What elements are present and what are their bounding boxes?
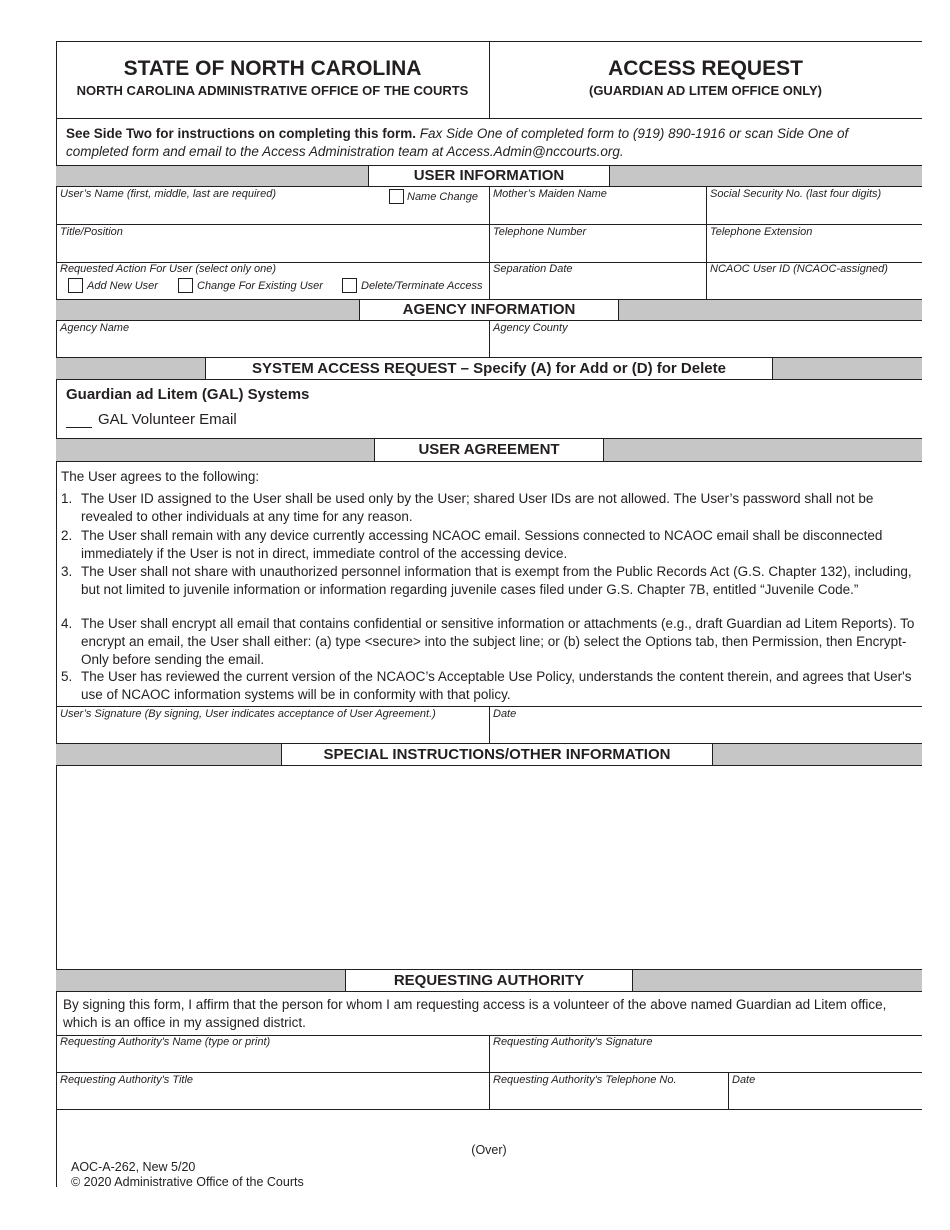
authority-divider [489, 1035, 490, 1109]
agreement-item-number: 3. [61, 564, 73, 579]
agreement-item-number: 2. [61, 528, 73, 543]
add-new-user-checkbox[interactable] [68, 278, 83, 293]
form-title: ACCESS REQUEST [608, 57, 803, 80]
header-left [56, 56, 489, 100]
agreement-item-3 [61, 563, 916, 599]
agreement-title: USER AGREEMENT [374, 439, 604, 461]
agency-name-label: Agency Name [60, 322, 130, 334]
authority-affirmation: By signing this form, I affirm that the person for whom I am requesting access is a volunteer of the above named Guardian ad Litem office, which is an office in my assigned district. [63, 997, 887, 1030]
authority-date-divider [728, 1072, 729, 1109]
state-title: STATE OF NORTH CAROLINA [123, 57, 422, 80]
ncaoc-id-label: NCAOC User ID (NCAOC-assigned) [710, 263, 888, 275]
instructions-bold: See Side Two for instructions on completing this form. [66, 126, 417, 141]
header-right [489, 56, 922, 100]
delete-terminate-checkbox[interactable] [342, 278, 357, 293]
user-signature-label: User’s Signature (By signing, User indicates acceptance of User Agreement.) [60, 708, 436, 720]
agreement-item-text: The User has reviewed the current version of the NCAOC’s Acceptable Use Policy, understands the content therein, and agrees that User's use of NCAOC information systems will be in conformity with that policy. [81, 669, 912, 702]
name-change-checkbox[interactable] [389, 189, 404, 204]
form-subtitle: (GUARDIAN AD LITEM OFFICE ONLY) [588, 83, 823, 98]
signature-divider [489, 706, 490, 743]
agreement-item-text: The User ID assigned to the User shall be used only by the User; shared User IDs are not allowed. The User’s password shall not be revealed to other individuals at any time for any reason. [81, 491, 874, 524]
over-label: (Over) [471, 1143, 507, 1157]
users-name-label: User’s Name (first, middle, last are required) [60, 188, 276, 200]
agreement-item-number: 1. [61, 491, 73, 506]
agreement-item-text: The User shall not share with unauthorized personnel information that is exempt from the Public Records Act (G.S. Chapter 132), including, but not limited to juvenile information or information regarding juvenile cases filed under G.S. Chapter 7B, entitled “Juvenile Code.” [81, 564, 912, 597]
agency-county-label: Agency County [493, 322, 568, 334]
agreement-item-2 [61, 527, 916, 563]
change-existing-user-label: Change For Existing User [197, 280, 323, 292]
agreement-item-4 [61, 615, 916, 669]
authority-title: REQUESTING AUTHORITY [345, 970, 633, 991]
authority-date-label: Date [732, 1074, 756, 1086]
agency-title: AGENCY INFORMATION [359, 300, 619, 320]
authority-signature-label: Requesting Authority's Signature [493, 1036, 653, 1048]
change-existing-user-checkbox[interactable] [178, 278, 193, 293]
user-info-title: USER INFORMATION [368, 166, 610, 186]
agreement-item-text: The User shall remain with any device currently accessing NCAOC email. Sessions connected to NCAOC email shall be disconnected immediately if the User is not in direct, immediate control of the accessing device. [81, 528, 883, 561]
agreement-intro: The User agrees to the following: [61, 469, 260, 484]
system-access-title: SYSTEM ACCESS REQUEST – Specify (A) for Add or (D) for Delete [205, 358, 773, 379]
agreement-item-number: 4. [61, 616, 73, 631]
agreement-item-number: 5. [61, 669, 73, 684]
gal-systems-heading: Guardian ad Litem (GAL) Systems [66, 386, 310, 403]
special-instructions-area[interactable] [57, 766, 921, 969]
office-title: NORTH CAROLINA ADMINISTRATIVE OFFICE OF THE COURTS [76, 83, 469, 98]
agreement-item-5 [61, 668, 916, 704]
gal-volunteer-email-label: GAL Volunteer Email [98, 411, 237, 428]
name-change-label: Name Change [407, 191, 478, 203]
mothers-maiden-label: Mother’s Maiden Name [493, 188, 607, 200]
telephone-label: Telephone Number [493, 226, 587, 238]
agency-divider [489, 320, 490, 357]
authority-title-label: Requesting Authority's Title [60, 1074, 194, 1086]
col-divider-2 [706, 186, 707, 299]
special-title: SPECIAL INSTRUCTIONS/OTHER INFORMATION [281, 744, 713, 765]
add-new-user-label: Add New User [87, 280, 158, 292]
agreement-item-1 [61, 490, 916, 526]
left-border [56, 41, 57, 1187]
title-position-label: Title/Position [60, 226, 123, 238]
row-line-1 [56, 224, 922, 225]
form-number: AOC-A-262, New 5/20 [71, 1160, 196, 1174]
extension-label: Telephone Extension [710, 226, 813, 238]
requested-action-label: Requested Action For User (select only one) [60, 263, 277, 275]
separation-date-label: Separation Date [493, 263, 573, 275]
instructions [66, 125, 906, 161]
user-signature-date-label: Date [493, 708, 517, 720]
authority-phone-label: Requesting Authority's Telephone No. [493, 1074, 677, 1086]
instructions-italic: Fax Side One of completed form to (919) 890-1916 or scan Side One of completed form and email to the Access Administration team at Access.Admin@nccourts.org. [66, 126, 849, 159]
header-bottom-border [56, 118, 922, 119]
authority-name-label: Requesting Authority's Name (type or print) [60, 1036, 271, 1048]
col-divider-1 [489, 186, 490, 299]
delete-terminate-label: Delete/Terminate Access [361, 280, 483, 292]
agreement-item-text: The User shall encrypt all email that contains confidential or sensitive information or attachments (e.g., draft Guardian ad Litem Reports). To encrypt an email, the User shall either: (a) type <secure> into the subject line; or (b) select the Options tab, then Permission, then Encrypt-Only before sending the email. [81, 616, 915, 667]
ssn-label: Social Security No. (last four digits) [710, 188, 882, 200]
gal-email-entry-line[interactable] [66, 427, 92, 428]
copyright: © 2020 Administrative Office of the Courts [71, 1175, 304, 1189]
authority-line-3 [56, 1109, 922, 1110]
